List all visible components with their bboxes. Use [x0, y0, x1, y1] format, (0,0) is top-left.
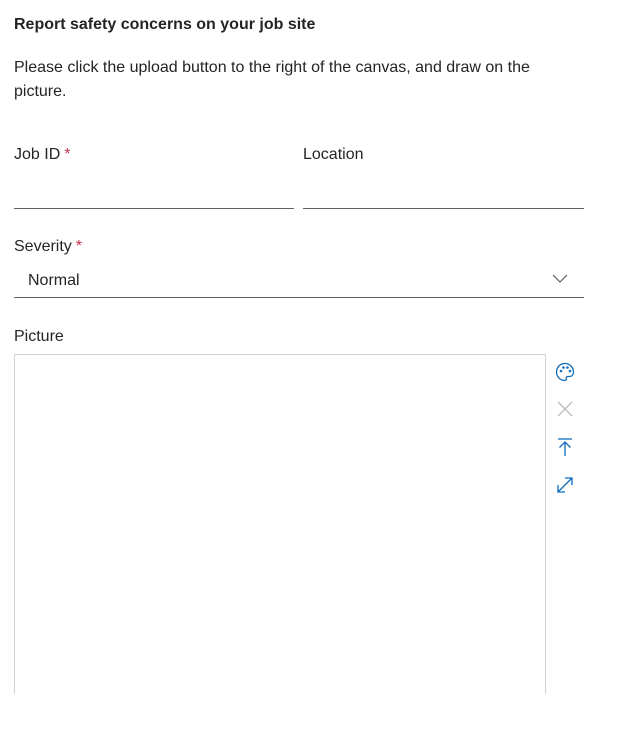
job-id-label-text: Job ID — [14, 146, 61, 163]
job-id-input[interactable] — [14, 177, 294, 209]
expand-button[interactable] — [554, 474, 576, 496]
picture-label — [14, 328, 64, 346]
job-id-label — [14, 146, 70, 164]
location-input[interactable] — [303, 177, 584, 209]
severity-dropdown[interactable] — [14, 264, 584, 298]
picture-label-text: Picture — [14, 328, 64, 345]
expand-icon — [554, 474, 576, 496]
severity-label — [14, 238, 82, 256]
palette-button[interactable] — [554, 361, 576, 383]
clear-button[interactable] — [554, 398, 576, 420]
chevron-down-icon — [552, 274, 568, 284]
location-label-text: Location — [303, 146, 364, 163]
palette-icon — [554, 361, 576, 383]
severity-selected-value: Normal — [28, 272, 80, 289]
form-title: Report safety concerns on your job site — [14, 16, 316, 33]
form-description: Please click the upload button to the right of the canvas, and draw on the picture. — [14, 59, 530, 100]
drawing-canvas[interactable] — [14, 354, 546, 694]
required-marker: * — [75, 238, 83, 255]
close-icon — [554, 398, 576, 420]
required-marker: * — [64, 146, 71, 163]
upload-icon — [554, 436, 576, 458]
severity-label-text: Severity — [14, 238, 72, 255]
upload-button[interactable] — [554, 436, 576, 458]
location-label — [303, 146, 364, 164]
